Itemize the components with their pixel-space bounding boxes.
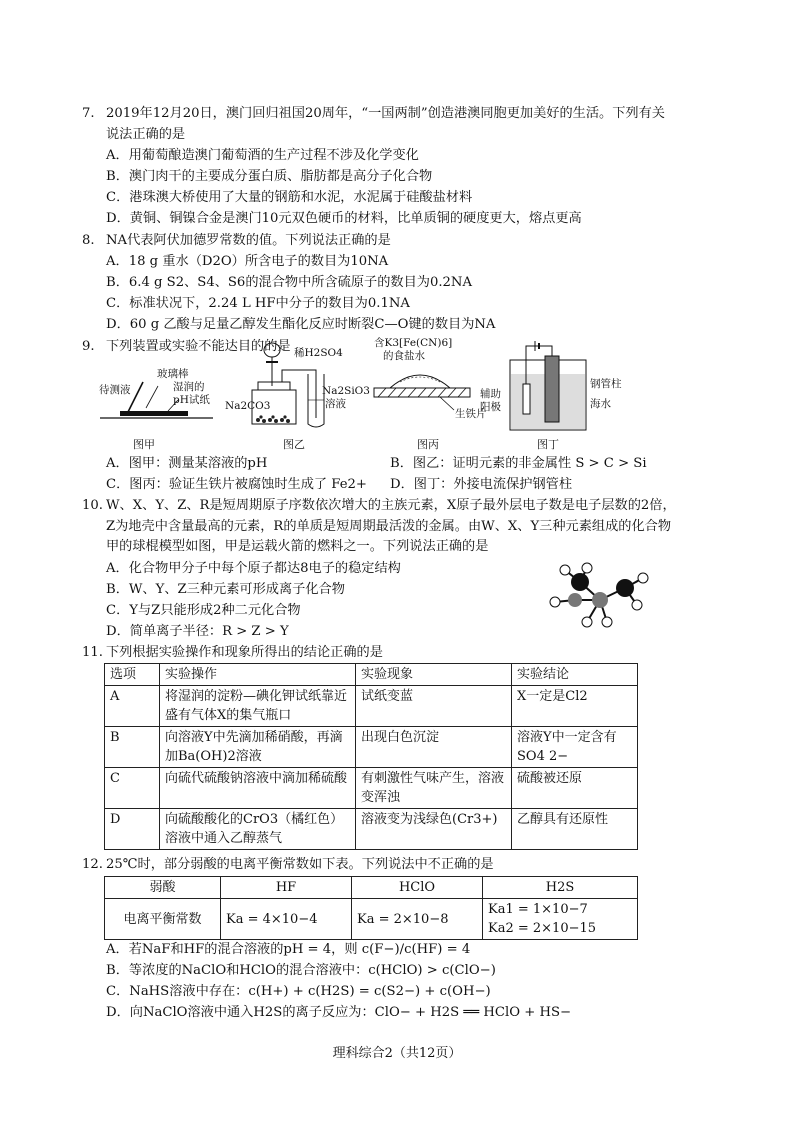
option-d: D．图丁：外接电流保护钢管柱 bbox=[390, 477, 573, 492]
caption-bing: 图丙 bbox=[417, 438, 439, 451]
question-number: 10. bbox=[82, 498, 103, 513]
label-paper: 湿润的 bbox=[173, 381, 205, 393]
table-header: 实验结论 bbox=[512, 664, 638, 686]
ka1-value: Ka1 = 1×10−7 bbox=[488, 902, 588, 917]
table-cell: X一定是Cl2 bbox=[512, 686, 638, 727]
table-header: HF bbox=[221, 877, 352, 899]
label-seawater: 海水 bbox=[590, 398, 611, 410]
question-number: 9. bbox=[82, 339, 95, 354]
table-cell: 向硫代硫酸钠溶液中滴加稀硫酸 bbox=[160, 768, 356, 809]
option-d: D．黄铜、铜镍合金是澳门10元双色硬币的材料，比单质铜的硬度更大，熔点更高 bbox=[106, 211, 582, 226]
table-cell: 向溶液Y中先滴加稀硝酸，再滴加Ba(OH)2溶液 bbox=[160, 727, 356, 768]
question-stem: W、X、Y、Z、R是短周期原子序数依次增大的主族元素，X原子最外层电子数是电子层数的2倍， bbox=[106, 498, 676, 513]
question-12 bbox=[82, 855, 722, 876]
option-c: C．港珠澳大桥使用了大量的钢筋和水泥，水泥属于硅酸盐材料 bbox=[106, 190, 473, 205]
question-stem: 下列根据实验操作和现象所得出的结论正确的是 bbox=[106, 645, 383, 660]
label-solution: 溶液 bbox=[325, 398, 346, 410]
table-cell: Ka = 4×10−4 bbox=[221, 899, 352, 940]
label-aux-anode: 辅助 bbox=[480, 388, 501, 400]
label-sodium-silicate: Na2SiO3 bbox=[322, 385, 370, 397]
question-7 bbox=[82, 104, 722, 145]
table-row bbox=[105, 768, 638, 809]
caption-ding: 图丁 bbox=[537, 438, 559, 451]
label-sodium-carbonate: Na2CO3 bbox=[225, 400, 271, 412]
ionization-table bbox=[104, 876, 638, 940]
table-cell: 有刺激性气味产生，溶液变浑浊 bbox=[356, 768, 512, 809]
option-b: B．等浓度的NaClO和HClO的混合溶液中：c(HClO) > c(ClO−) bbox=[106, 963, 496, 978]
table-cell: 向硫酸酸化的CrO3（橘红色）溶液中通入乙醇蒸气 bbox=[160, 809, 356, 850]
table-cell: 出现白色沉淀 bbox=[356, 727, 512, 768]
question-stem: 25℃时，部分弱酸的电离平衡常数如下表。下列说法中不正确的是 bbox=[106, 857, 494, 872]
question-number: 8. bbox=[82, 233, 95, 248]
table-row bbox=[105, 686, 638, 727]
table-header: 选项 bbox=[105, 664, 160, 686]
question-number: 12. bbox=[82, 857, 103, 872]
question-stem-cont: 说法正确的是 bbox=[106, 126, 186, 142]
table-cell: 乙醇具有还原性 bbox=[512, 809, 638, 850]
option-c: C．NaHS溶液中存在：c(H+) + c(H2S) = c(S2−) + c(OH−) bbox=[106, 984, 491, 999]
table-cell: 硫酸被还原 bbox=[512, 768, 638, 809]
question-stem-cont: 甲的球棍模型如图，甲是运载火箭的燃料之一。下列说法正确的是 bbox=[106, 539, 489, 554]
option-a: A．用葡萄酿造澳门葡萄酒的生产过程不涉及化学变化 bbox=[106, 148, 419, 163]
table-header-row bbox=[105, 877, 638, 899]
table-cell: B bbox=[105, 727, 160, 768]
table-header: 实验操作 bbox=[160, 664, 356, 686]
table-cell: 溶液Y中一定含有SO4 2− bbox=[512, 727, 638, 768]
page-footer: 理科综合2（共12页） bbox=[332, 1046, 462, 1061]
table-header: H2S bbox=[483, 877, 638, 899]
question-11 bbox=[82, 643, 722, 664]
question-8 bbox=[82, 231, 722, 252]
table-cell: 试纸变蓝 bbox=[356, 686, 512, 727]
table-cell: D bbox=[105, 809, 160, 850]
table-cell: 电离平衡常数 bbox=[105, 899, 221, 940]
table-cell bbox=[483, 899, 638, 940]
question-10 bbox=[82, 496, 742, 558]
table-row bbox=[105, 899, 638, 940]
option-a: A．18 g 重水（D2O）所含电子的数目为10NA bbox=[106, 254, 389, 269]
question-number: 11. bbox=[82, 645, 103, 660]
table-cell: A bbox=[105, 686, 160, 727]
table-header: 实验现象 bbox=[356, 664, 512, 686]
question-stem: 2019年12月20日，澳门回归祖国20周年，“一国两制”创造港澳同胞更加美好的生活。下列有关 bbox=[106, 106, 665, 121]
option-d: D．简单离子半径：R > Z > Y bbox=[106, 624, 289, 639]
label-salt-water: 的食盐水 bbox=[383, 350, 425, 362]
option-c: C．图丙：验证生铁片被腐蚀时生成了 Fe2+ bbox=[106, 477, 367, 492]
label-ferricyanide: 含K3[Fe(CN)6] bbox=[374, 337, 453, 349]
option-c: C．Y与Z只能形成2种二元化合物 bbox=[106, 603, 301, 618]
option-b: B．W、Y、Z三种元素可形成离子化合物 bbox=[106, 582, 345, 597]
option-b: B．图乙：证明元素的非金属性 S > C > Si bbox=[390, 456, 647, 471]
figure-ding bbox=[505, 338, 595, 433]
label-glass-rod: 玻璃棒 bbox=[157, 368, 189, 380]
label-dilute-acid: 稀H2SO4 bbox=[294, 347, 343, 359]
caption-jia: 图甲 bbox=[133, 438, 155, 451]
label-paper2: pH试纸 bbox=[173, 394, 210, 406]
option-a: A．若NaF和HF的混合溶液的pH = 4，则 c(F−)/c(HF) = 4 bbox=[106, 942, 471, 957]
option-a: A．图甲：测量某溶液的pH bbox=[106, 456, 268, 471]
question-stem: 下列装置或实验不能达目的的是 bbox=[106, 339, 291, 354]
table-header: 弱酸 bbox=[105, 877, 221, 899]
ball-stick-model bbox=[545, 560, 655, 640]
table-row bbox=[105, 727, 638, 768]
label-cast-iron: 生铁片 bbox=[455, 408, 487, 420]
table-cell: C bbox=[105, 768, 160, 809]
table-cell: Ka = 2×10−8 bbox=[352, 899, 483, 940]
question-stem-cont: Z为地壳中含量最高的元素，R的单质是短周期最活泼的金属。由W、X、Y三种元素组成的化合物 bbox=[106, 518, 672, 534]
option-b: B．澳门肉干的主要成分蛋白质、脂肪都是高分子化合物 bbox=[106, 169, 433, 184]
table-cell: 溶液变为浅绿色(Cr3+) bbox=[356, 809, 512, 850]
ka2-value: Ka2 = 2×10−15 bbox=[488, 921, 597, 936]
option-b: B．6.4 g S2、S4、S6的混合物中所含硫原子的数目为0.2NA bbox=[106, 275, 472, 290]
experiment-table bbox=[104, 663, 638, 850]
table-cell: 将湿润的淀粉—碘化钾试纸靠近盛有气体X的集气瓶口 bbox=[160, 686, 356, 727]
table-row bbox=[105, 809, 638, 850]
option-d: D．60 g 乙酸与足量乙醇发生酯化反应时断裂C—O键的数目为NA bbox=[106, 317, 496, 332]
label-aux-anode2: 阳极 bbox=[480, 401, 501, 413]
option-a: A．化合物甲分子中每个原子都达8电子的稳定结构 bbox=[106, 561, 401, 576]
label-steel-pipe: 钢管柱 bbox=[590, 378, 622, 390]
option-d: D．向NaClO溶液中通入H2S的离子反应为：ClO− + H2S ══ HClO + HS− bbox=[106, 1005, 572, 1020]
question-number: 7. bbox=[82, 106, 95, 121]
label-test-liquid: 待测液 bbox=[99, 384, 131, 396]
caption-yi: 图乙 bbox=[283, 438, 305, 451]
option-c: C．标准状况下，2.24 L HF中分子的数目为0.1NA bbox=[106, 296, 410, 311]
table-header-row bbox=[105, 664, 638, 686]
table-header: HClO bbox=[352, 877, 483, 899]
question-stem: NA代表阿伏加德罗常数的值。下列说法正确的是 bbox=[106, 233, 391, 248]
